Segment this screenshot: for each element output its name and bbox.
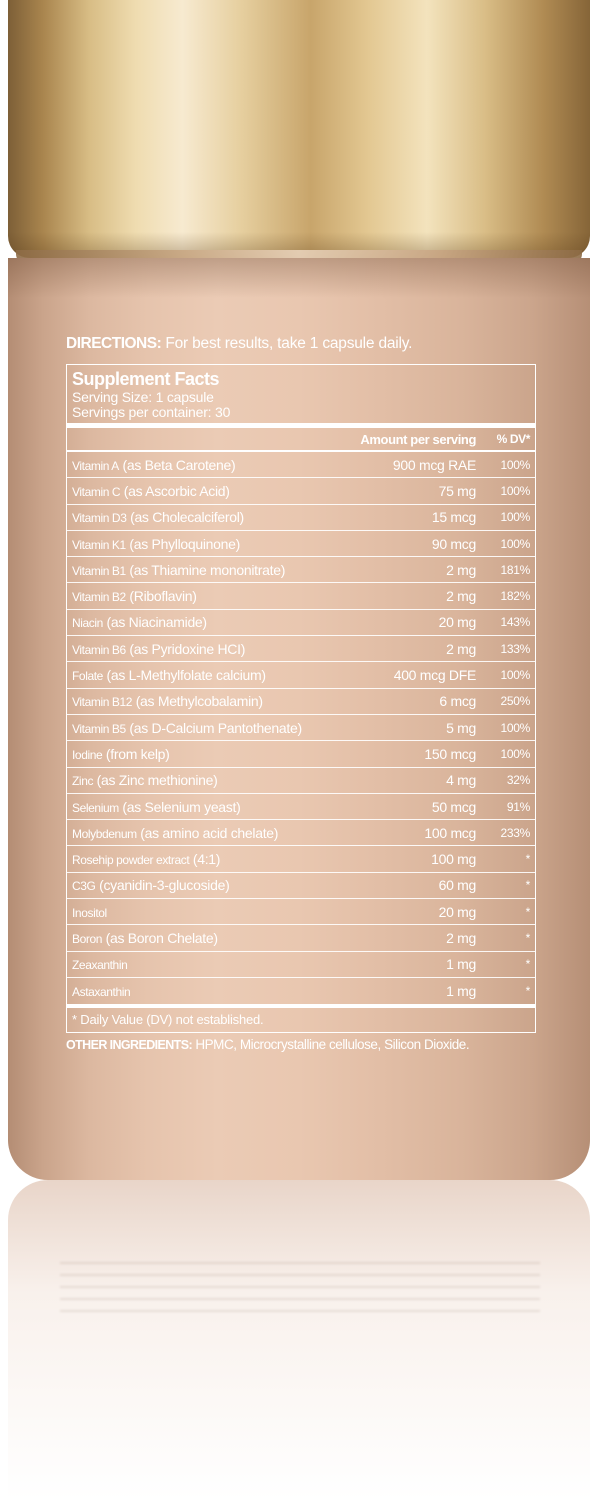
nutrient-source: (as Pyridoxine HCI) (129, 640, 246, 657)
nutrient-source: (as Thiamine mononitrate) (129, 561, 286, 578)
nutrient-amount: 900 mcg RAE (392, 456, 476, 473)
gold-cap (8, 0, 590, 258)
nutrient-dv: 100% (500, 457, 530, 472)
nutrient-name (72, 693, 312, 709)
table-row (67, 768, 535, 794)
bottle-reflection (8, 1180, 590, 1500)
nutrient-amount: 6 mcg (439, 693, 476, 710)
nutrient-amount: 100 mg (431, 851, 476, 868)
table-row (67, 505, 535, 531)
nutrient-dv: 100% (500, 746, 530, 761)
table-row (67, 794, 535, 820)
nutrient-source: (as Niacinamide) (106, 614, 207, 631)
table-row (67, 925, 535, 951)
nutrient-dv: 133% (500, 641, 530, 656)
nutrient-name (72, 746, 312, 762)
nutrient-amount: 5 mg (446, 719, 476, 736)
table-row (67, 662, 535, 688)
nutrient-dv: 181% (500, 562, 530, 577)
nutrient-label: Vitamin D3 (72, 511, 127, 526)
table-row (67, 873, 535, 899)
table-row (67, 583, 535, 609)
table-row (67, 452, 535, 478)
nutrient-label: Selenium (72, 800, 119, 815)
nutrient-amount: 2 mg (446, 929, 476, 946)
nutrient-source: (as amino acid chelate) (140, 824, 279, 841)
nutrient-label: Niacin (72, 616, 103, 631)
nutrient-label: Zinc (72, 774, 94, 789)
nutrient-name (72, 799, 312, 815)
nutrient-source: (as L-Methylfolate calcium) (106, 667, 266, 684)
table-row (67, 715, 535, 741)
nutrient-source: (as Beta Carotene) (122, 456, 236, 473)
serving-size: Serving Size: 1 capsule (72, 389, 214, 405)
table-row (67, 531, 535, 557)
nutrient-source: (as Phylloquinone) (129, 535, 240, 552)
nutrient-source: (as Boron Chelate) (105, 929, 218, 946)
table-row (67, 557, 535, 583)
nutrient-name (72, 956, 312, 972)
table-row (67, 820, 535, 846)
directions (66, 334, 536, 354)
nutrient-name (72, 772, 312, 788)
nutrient-source: (Riboflavin) (129, 588, 197, 605)
nutrient-name (72, 641, 312, 657)
nutrient-dv: * (525, 878, 530, 893)
reflection-text-blur (60, 1262, 540, 1322)
header-amount: Amount per serving (360, 431, 476, 447)
nutrient-dv: 100% (500, 510, 530, 525)
nutrient-name (72, 851, 312, 867)
nutrient-label: C3G (72, 879, 96, 894)
nutrient-name (72, 562, 312, 578)
nutrient-amount: 1 mg (446, 956, 476, 973)
footnote: * Daily Value (DV) not established. (72, 1012, 264, 1028)
nutrient-label: Boron (72, 931, 103, 946)
facts-title: Supplement Facts (72, 369, 220, 389)
table-row (67, 636, 535, 662)
table-row (67, 741, 535, 767)
table-row (67, 899, 535, 925)
nutrient-dv: * (525, 984, 530, 999)
nutrient-source: (4:1) (192, 851, 221, 868)
nutrient-amount: 50 mcg (431, 798, 476, 815)
nutrient-amount: 2 mg (446, 561, 476, 578)
nutrient-dv: 100% (500, 668, 530, 683)
facts-header-row (72, 428, 530, 450)
header-dv: % DV* (496, 432, 530, 446)
table-row (67, 610, 535, 636)
nutrient-label: Folate (72, 669, 103, 684)
servings-per-container: Servings per container: 30 (72, 404, 231, 420)
nutrient-amount: 75 mg (438, 482, 476, 499)
nutrient-label: Iodine (72, 747, 103, 762)
nutrient-label: Vitamin B6 (72, 642, 126, 657)
other-ingredients-label: OTHER INGREDIENTS: (66, 1038, 193, 1053)
nutrient-source: (as Ascorbic Acid) (123, 482, 230, 499)
directions-label: DIRECTIONS: (66, 335, 162, 352)
nutrient-label: Zeaxanthin (72, 958, 128, 973)
nutrient-amount: 20 mg (438, 614, 476, 631)
nutrient-label: Vitamin B12 (72, 695, 133, 710)
nutrient-label: Inositol (72, 905, 107, 920)
facts-rows (72, 452, 530, 1004)
nutrient-source: (as D-Calcium Pantothenate) (129, 719, 302, 736)
bottle-label (66, 334, 536, 1052)
nutrient-name (72, 483, 312, 499)
table-row (67, 952, 535, 978)
nutrient-dv: 100% (500, 720, 530, 735)
table-row (67, 689, 535, 715)
table-row (67, 978, 535, 1004)
nutrient-source: (from kelp) (105, 745, 170, 762)
nutrient-dv: 91% (506, 799, 530, 814)
nutrient-source: (as Zinc methionine) (96, 772, 218, 789)
nutrient-name (72, 614, 312, 630)
nutrient-name (72, 509, 312, 525)
nutrient-amount: 2 mg (446, 588, 476, 605)
table-row (67, 478, 535, 504)
nutrient-label: Vitamin B1 (72, 563, 126, 578)
nutrient-amount: 2 mg (446, 640, 476, 657)
nutrient-label: Vitamin B5 (72, 721, 126, 736)
nutrient-label: Molybdenum (72, 826, 137, 841)
nutrient-amount: 15 mcg (431, 509, 476, 526)
nutrient-amount: 90 mcg (431, 535, 476, 552)
nutrient-dv: * (525, 904, 530, 919)
nutrient-dv: 32% (506, 773, 530, 788)
nutrient-amount: 100 mcg (424, 824, 476, 841)
nutrient-amount: 400 mcg DFE (393, 667, 476, 684)
nutrient-dv: 182% (500, 589, 530, 604)
nutrient-label: Vitamin K1 (72, 537, 126, 552)
directions-text: For best results, take 1 capsule daily. (165, 335, 413, 352)
other-ingredients-text: HPMC, Microcrystalline cellulose, Silicon Dioxide. (195, 1037, 470, 1053)
nutrient-source: (as Cholecalciferol) (130, 509, 244, 526)
nutrient-amount: 150 mcg (424, 745, 476, 762)
nutrient-name (72, 457, 312, 473)
nutrient-dv: 250% (500, 694, 530, 709)
nutrient-label: Rosehip powder extract (72, 853, 190, 868)
nutrient-name (72, 720, 312, 736)
nutrient-name (72, 983, 312, 999)
nutrient-name (72, 930, 312, 946)
nutrient-amount: 4 mg (446, 772, 476, 789)
nutrient-dv: * (525, 852, 530, 867)
nutrient-name (72, 588, 312, 604)
nutrient-label: Astaxanthin (72, 985, 131, 1000)
nutrient-dv: 100% (500, 536, 530, 551)
nutrient-amount: 20 mg (438, 903, 476, 920)
nutrient-label: Vitamin B2 (72, 590, 126, 605)
nutrient-dv: 100% (500, 483, 530, 498)
nutrient-name (72, 825, 312, 841)
nutrient-name (72, 877, 312, 893)
nutrient-dv: 233% (500, 825, 530, 840)
nutrient-source: (as Selenium yeast) (122, 798, 241, 815)
nutrient-label: Vitamin C (72, 484, 121, 499)
nutrient-dv: * (525, 957, 530, 972)
nutrient-label: Vitamin A (72, 458, 119, 473)
nutrient-name (72, 536, 312, 552)
supplement-facts-panel (66, 364, 536, 1033)
nutrient-name (72, 904, 312, 920)
nutrient-source: (as Methylcobalamin) (135, 693, 263, 710)
nutrient-amount: 60 mg (438, 877, 476, 894)
other-ingredients (66, 1037, 536, 1052)
nutrient-name (72, 667, 312, 683)
nutrient-dv: * (525, 930, 530, 945)
nutrient-amount: 1 mg (446, 983, 476, 1000)
nutrient-source: (cyanidin-3-glucoside) (99, 877, 230, 894)
nutrient-dv: 143% (500, 615, 530, 630)
table-row (67, 846, 535, 872)
